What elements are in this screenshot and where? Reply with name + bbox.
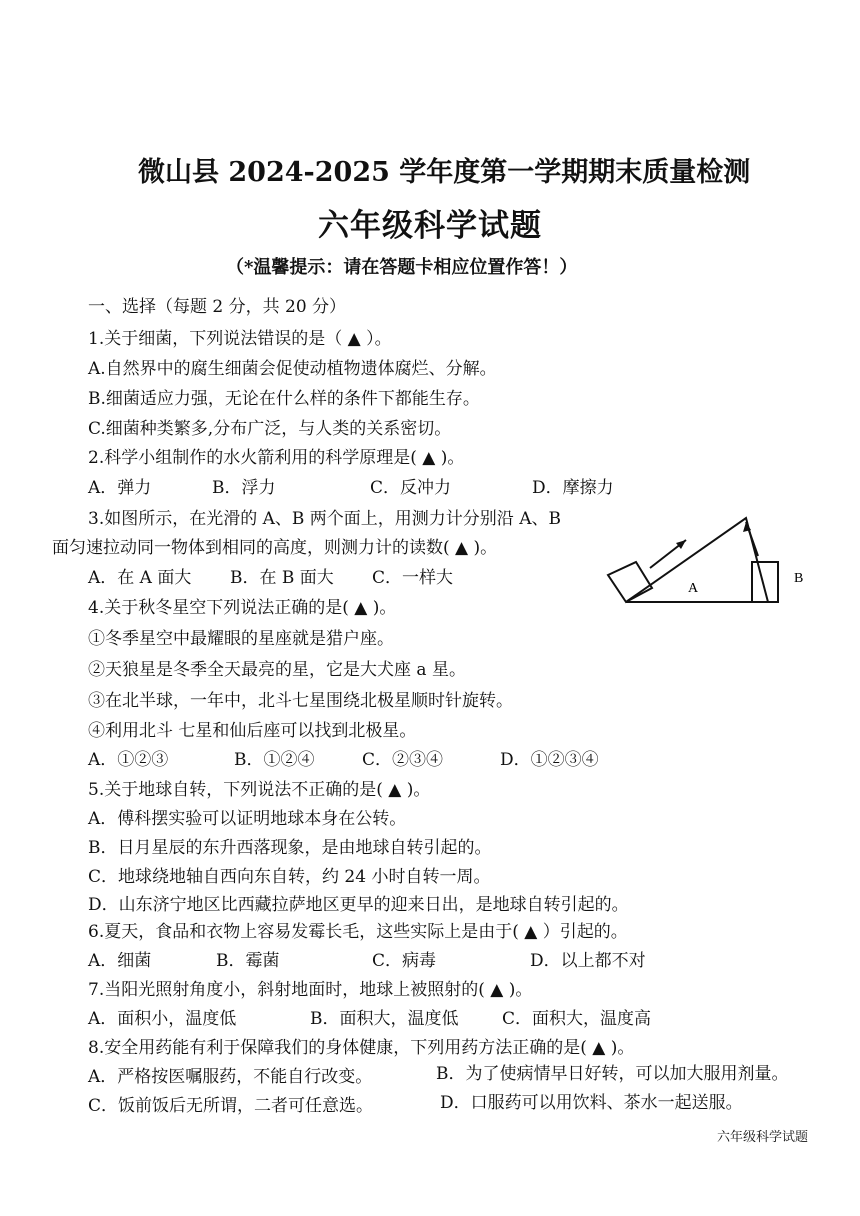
question-2-option-a: A．弹力 [88, 478, 152, 498]
question-7-option-a: A．面积小，温度低 [88, 1009, 237, 1029]
question-4-option-c: C．②③④ [362, 750, 444, 770]
question-1-option-a: A.自然界中的腐生细菌会促使动植物遗体腐烂、分解。 [88, 359, 497, 379]
question-7-option-c: C．面积大，温度高 [502, 1009, 652, 1029]
question-6-option-b: B．霉菌 [216, 951, 280, 971]
question-4-option-a: A．①②③ [88, 750, 169, 770]
question-5-option-c: C．地球绕地轴自西向东自转，约 24 小时自转一周。 [88, 867, 491, 887]
question-8-option-d: D．口服药可以用饮料、茶水一起送服。 [440, 1093, 743, 1113]
question-5-option-d: D．山东济宁地区比西藏拉萨地区更早的迎来日出，是地球自转引起的。 [88, 895, 629, 915]
question-1-option-c: C.细菌种类繁多,分布广泛，与人类的关系密切。 [88, 419, 452, 439]
question-6-option-a: A．细菌 [88, 951, 152, 971]
question-3-option-a: A．在 A 面大 [88, 568, 192, 588]
question-6-option-c: C．病毒 [372, 951, 437, 971]
question-4-statement-1: ①冬季星空中最耀眼的星座就是猎户座。 [88, 629, 394, 649]
exam-subtitle: 六年级科学试题 [318, 208, 542, 244]
question-1: 1.关于细菌，下列说法错误的是（ ▲ ）。 [88, 329, 392, 349]
question-6-option-d: D．以上都不对 [530, 951, 646, 971]
exam-title: 微山县 2024-2025 学年度第一学期期末质量检测 [138, 157, 751, 188]
question-4: 4.关于秋冬星空下列说法正确的是( ▲ )。 [88, 598, 397, 618]
question-4-option-d: D．①②③④ [500, 750, 599, 770]
question-2: 2.科学小组制作的水火箭利用的科学原理是( ▲ )。 [88, 448, 465, 468]
question-7: 7.当阳光照射角度小，斜射地面时，地球上被照射的( ▲ )。 [88, 980, 533, 1000]
incline-label-b: B [794, 571, 804, 586]
question-5: 5.关于地球自转，下列说法不正确的是( ▲ )。 [88, 780, 431, 800]
question-8-option-b: B．为了使病情早日好转，可以加大服用剂量。 [436, 1064, 789, 1084]
exam-tip: （*温馨提示：请在答题卡相应位置作答！） [226, 257, 578, 278]
question-3: 3.如图所示，在光滑的 A、B 两个面上，用测力计分别沿 A、B [88, 509, 561, 529]
question-2-option-c: C．反冲力 [370, 478, 452, 498]
question-2-option-d: D．摩擦力 [532, 478, 614, 498]
question-4-statement-2: ②天狼星是冬季全天最亮的星，它是大犬座 a 星。 [88, 660, 466, 680]
question-5-option-b: B．日月星辰的东升西落现象，是由地球自转引起的。 [88, 838, 492, 858]
incline-label-a: A [688, 581, 699, 596]
section-title: 一、选择（每题 2 分，共 20 分） [88, 297, 347, 317]
question-2-option-b: B．浮力 [212, 478, 276, 498]
question-1-option-b: B.细菌适应力强，无论在什么样的条件下都能生存。 [88, 389, 480, 409]
page-footer: 六年级科学试题 [716, 1130, 808, 1145]
question-4-statement-4: ④利用北斗 七星和仙后座可以找到北极星。 [88, 721, 417, 741]
question-3-option-c: C．一样大 [372, 568, 454, 588]
question-8: 8.安全用药能有利于保障我们的身体健康，下列用药方法正确的是( ▲ )。 [88, 1038, 635, 1058]
incline-diagram [600, 510, 810, 610]
question-4-statement-3: ③在北半球，一年中，北斗七星围绕北极星顺时针旋转。 [88, 691, 513, 711]
question-8-option-c: C．饭前饭后无所谓，二者可任意选。 [88, 1096, 374, 1116]
question-3-option-b: B．在 B 面大 [230, 568, 334, 588]
question-3-continued: 面匀速拉动同一物体到相同的高度，则测力计的读数( ▲ )。 [52, 538, 498, 558]
question-6: 6.夏天，食品和衣物上容易发霉长毛，这些实际上是由于( ▲ ）引起的。 [88, 922, 628, 942]
question-5-option-a: A．傅科摆实验可以证明地球本身在公转。 [88, 809, 407, 829]
question-7-option-b: B．面积大，温度低 [310, 1009, 459, 1029]
question-4-option-b: B．①②④ [234, 750, 315, 770]
question-8-option-a: A．严格按医嘱服药，不能自行改变。 [88, 1067, 373, 1087]
